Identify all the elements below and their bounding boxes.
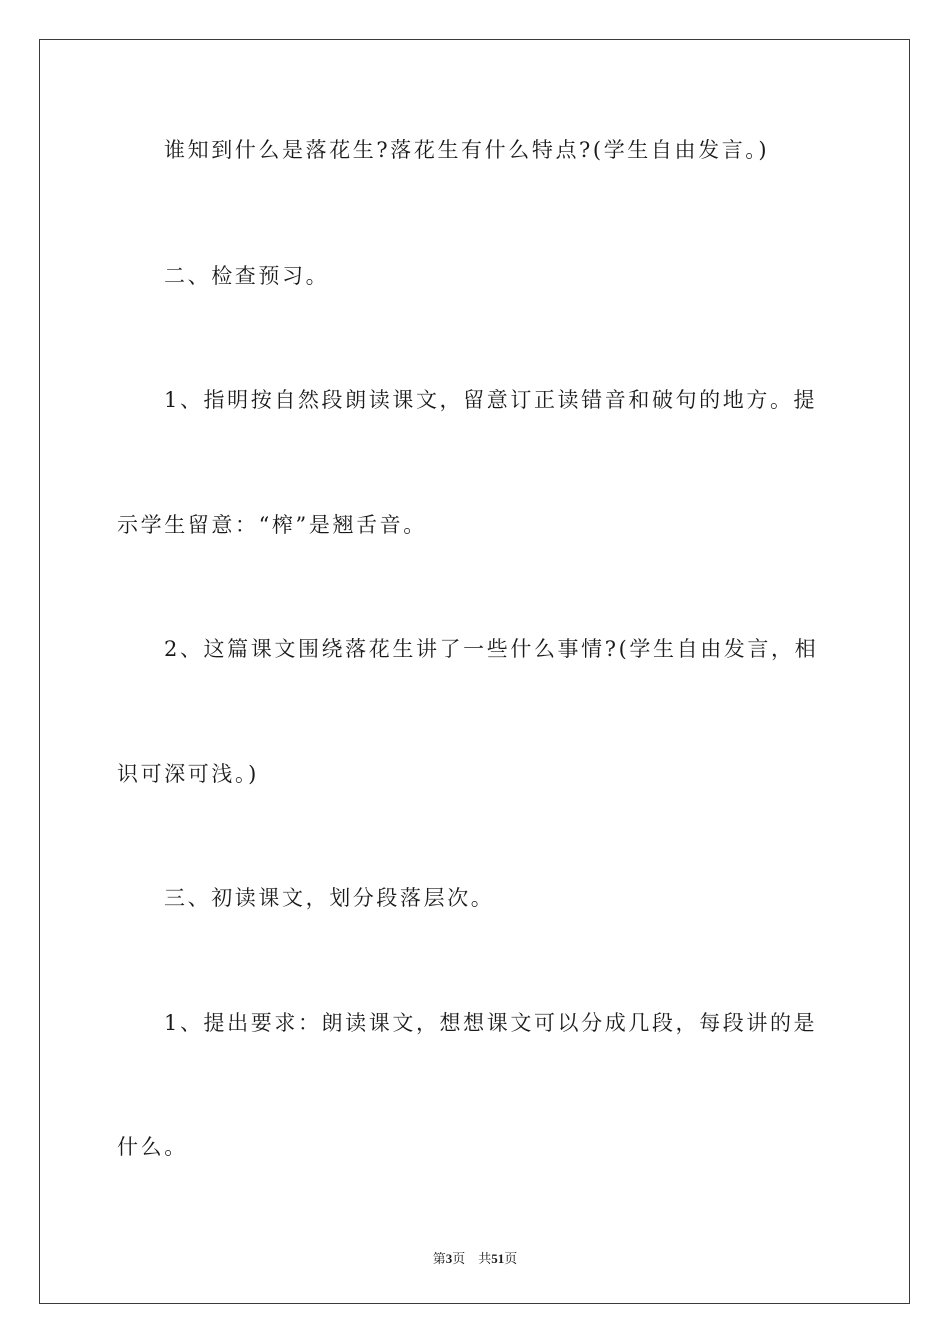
- page-border: [39, 39, 910, 1304]
- total-prefix: 共: [478, 1251, 492, 1266]
- paragraph-line: 1、提出要求：朗读课文，想想课文可以分成几段，每段讲的是: [164, 1011, 818, 1035]
- paragraph-line: 识可深可浅。): [117, 762, 259, 786]
- paragraph-line: 谁知到什么是落花生?落花生有什么特点?(学生自由发言。): [164, 138, 770, 162]
- page-prefix: 第: [432, 1251, 446, 1266]
- page-footer: [0, 1248, 950, 1267]
- paragraph-line: 什么。: [117, 1135, 188, 1159]
- page-suffix: 页: [452, 1251, 466, 1266]
- page-number: 3: [445, 1251, 453, 1266]
- paragraph-line: 1、指明按自然段朗读课文，留意订正读错音和破句的地方。提: [164, 388, 818, 412]
- section-heading: 三、初读课文，划分段落层次。: [164, 886, 495, 910]
- paragraph-line: 示学生留意：“榨”是翘舌音。: [117, 513, 427, 537]
- section-heading: 二、检查预习。: [164, 264, 330, 288]
- paragraph-line: 2、这篇课文围绕落花生讲了一些什么事情?(学生自由发言，相: [164, 637, 819, 661]
- total-suffix: 页: [504, 1251, 518, 1266]
- total-pages: 51: [491, 1251, 505, 1266]
